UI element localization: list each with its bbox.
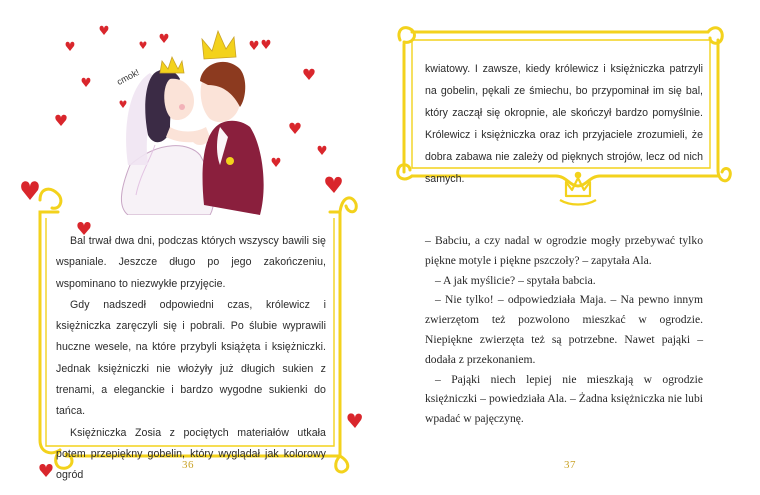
page-number-right: 37 [564, 459, 576, 471]
dialogue-line: – Pająki niech lepiej nie mieszkają w ogrodzie księżniczki – powiedziała Ala. – Żadna księżniczka nie lubi wpadać w pajęczynę. [425, 372, 703, 426]
right-page-dialogue [425, 231, 703, 429]
paragraph: Gdy nadszedł odpowiedni czas, królewicz i księżniczka zaręczyli się i pobrali. Po ślubie wyprawili huczne wesele, na które przybyli książęta i księżniczki. Jednak księżniczki nie włożyły już długich sukien z trenami, a eleganckie i bardzo wygodne sukienki do tańca. [56, 298, 326, 418]
prince-and-princess-kissing-illustration [100, 15, 310, 215]
paragraph: Księżniczka Zosia z pociętych materiałów utkała potem przepiękny gobelin, który wyglądał jak kolorowy ogród [56, 426, 326, 482]
paragraph: Bal trwał dwa dni, podczas których wszyscy bawili się wspaniale. Jeszcze długo po jego zakończeniu, wspominano to niezwykłe przyjęcie. [56, 235, 326, 290]
page-number-left: 36 [182, 459, 194, 471]
sound-effect-label: cmok! [115, 66, 141, 88]
paragraph: kwiatowy. I zawsze, kiedy królewicz i księżniczka patrzyli na gobelin, pękali ze śmiechu, bo przypominał im się bal, który zaczął się okropnie, ale skończył bardzo pomyślnie. Królewicz i księżniczka oraz ich przyjaciele zrozumieli, że dobra zabawa nie zależy od pięknych strojów, lecz od nich samych. [425, 63, 703, 186]
dialogue-line: – Nie tylko! – odpowiedziała Maja. – Na pewno innym zwierzętom też pozwolono mieszkać w ogrodzie. Niepiękne zwierzęta też są potrzebne. Nawet pająki – dodała z przekonaniem. [425, 293, 703, 366]
left-page-text [56, 231, 326, 487]
dialogue-line: – Babciu, a czy nadal w ogrodzie mogły przebywać tylko piękne motyle i piękne pszczoły? – zapytała Ala. [425, 234, 703, 267]
right-page-boxed-text [425, 58, 703, 191]
dialogue-line: – A jak myślicie? – spytała babcia. [435, 273, 596, 287]
